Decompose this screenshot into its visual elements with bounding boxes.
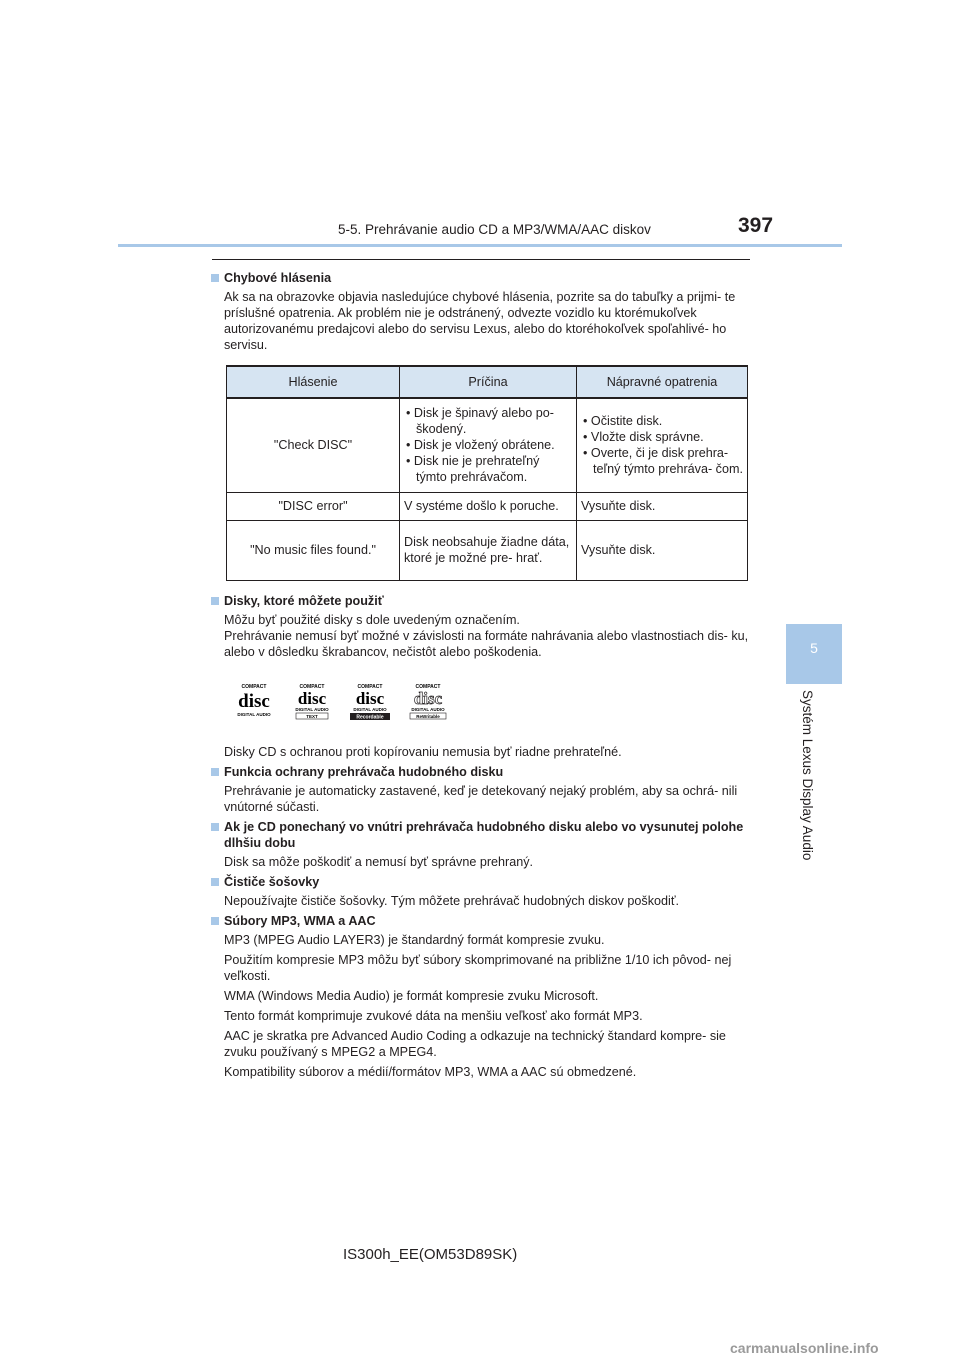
left-cd-section [210,819,755,870]
svg-text:COMPACT: COMPACT [241,683,267,690]
compact-disc-logo-icon [228,682,280,720]
lens-body: Nepoužívajte čističe šošovky. Tým môžete prehrávač hudobných diskov poškodiť. [224,893,680,908]
svg-text:disc: disc [413,688,443,708]
row-cause: V systéme došlo k poruche. [400,492,577,520]
table-row [227,492,748,520]
svg-text:COMPACT: COMPACT [415,683,441,690]
discs-heading: Disky, ktoré môžete použiť [224,593,384,608]
header-rule [118,244,842,247]
svg-text:disc: disc [297,688,327,708]
table-header-row [227,366,748,398]
chapter-tab [786,624,842,684]
square-bullet-icon [211,917,219,925]
left-cd-body: Disk sa môže poškodiť a nemusí byť správne prehraný. [224,854,534,869]
svg-text:DIGITAL AUDIO: DIGITAL AUDIO [353,706,387,712]
protection-section [210,764,755,815]
svg-text:DIGITAL AUDIO: DIGITAL AUDIO [295,706,329,712]
chapter-number: 5 [810,640,818,656]
row-remedy: Vysuňte disk. [577,520,748,580]
compact-disc-rewritable-logo-icon [402,682,454,720]
row-message: "DISC error" [227,492,400,520]
protection-heading: Funkcia ochrany prehrávača hudobného disku [224,764,504,779]
files-body-4: Tento formát komprimuje zvukové dáta na menšiu veľkosť ako formát MP3. [224,1008,643,1023]
svg-text:disc: disc [238,690,270,712]
errors-section [210,270,755,581]
files-heading: Súbory MP3, WMA a AAC [224,913,376,928]
square-bullet-icon [211,823,219,831]
table-row [227,520,748,580]
table-row [227,398,748,492]
row-message: "Check DISC" [227,398,400,492]
lens-section [210,874,755,909]
discs-body-1: Môžu byť použité disky s dole uvedeným označením. [224,612,520,627]
lens-heading: Čističe šošovky [224,874,320,889]
svg-text:COMPACT: COMPACT [299,683,325,690]
compact-disc-recordable-logo-icon [344,682,396,720]
header-message: Hlásenie [227,366,400,398]
square-bullet-icon [211,274,219,282]
disc-logos [228,682,755,722]
row-cause: • Disk je špinavý alebo po- škodený. • Disk je vložený obrátene. • Disk nie je prehrateľný týmto prehrávačom. [400,398,577,492]
discs-body-2: Prehrávanie nemusí byť možné v závislosti na formáte nahrávania alebo vlastnostiach dis- ku, alebo v dôsledku škrabancov, nečistôt alebo poškodenia. [224,628,749,659]
svg-text:disc: disc [355,688,385,708]
section-title: 5-5. Prehrávanie audio CD a MP3/WMA/AAC diskov [338,222,651,237]
svg-text:TEXT: TEXT [306,713,318,719]
files-section [210,913,755,1080]
svg-text:DIGITAL AUDIO: DIGITAL AUDIO [237,711,271,717]
row-remedy: Vysuňte disk. [577,492,748,520]
section-divider [212,259,750,260]
files-body-1: MP3 (MPEG Audio LAYER3) je štandardný formát kompresie zvuku. [224,932,605,947]
error-messages-table [226,365,748,581]
errors-body: Ak sa na obrazovke objavia nasledujúce chybové hlásenia, pozrite sa do tabuľky a prijmi- te príslušné opatrenia. Ak problém nie je odstránený, odvezte vozidlo ku ktorémukoľvek autorizovanému predajcovi alebo do servisu Lexus, alebo do ktoréhokoľvek spoľahlivé- ho servisu. [224,290,736,352]
compact-disc-text-logo-icon [286,682,338,720]
files-body-5: AAC je skratka pre Advanced Audio Coding a odkazuje na technický štandard kompre- sie zvuku používaný s MPEG2 a MPEG4. [224,1028,726,1059]
row-cause: Disk neobsahuje žiadne dáta, ktoré je možné pre- hrať. [400,520,577,580]
discs-body-3: Disky CD s ochranou proti kopírovaniu nemusia byť riadne prehrateľné. [224,744,622,759]
document-code: IS300h_EE(OM53D89SK) [343,1246,518,1263]
header-cause: Príčina [400,366,577,398]
files-body-2: Použitím kompresie MP3 môžu byť súbory skomprimované na približne 1/10 ich pôvod- nej veľkosti. [224,952,732,983]
chapter-label: Systém Lexus Display Audio [800,690,815,861]
files-body-6: Kompatibility súborov a médií/formátov MP3, WMA a AAC sú obmedzené. [224,1064,637,1079]
errors-heading: Chybové hlásenia [224,271,332,285]
left-cd-heading: Ak je CD ponechaný vo vnútri prehrávača hudobného disku alebo vo vysunutej polohe dlhšiu dobu [224,819,744,850]
svg-text:ReWritable: ReWritable [416,713,440,719]
page-number: 397 [738,214,774,237]
discs-section [210,593,755,760]
files-body-3: WMA (Windows Media Audio) je formát kompresie zvuku Microsoft. [224,988,599,1003]
row-message: "No music files found." [227,520,400,580]
svg-text:COMPACT: COMPACT [357,683,383,690]
square-bullet-icon [211,878,219,886]
header-remedy: Nápravné opatrenia [577,366,748,398]
square-bullet-icon [211,597,219,605]
svg-text:Recordable: Recordable [356,714,384,720]
row-remedy: • Očistite disk. • Vložte disk správne. • Overte, či je disk prehra- teľný týmto prehráva- čom. [577,398,748,492]
svg-text:DIGITAL AUDIO: DIGITAL AUDIO [411,706,445,712]
square-bullet-icon [211,768,219,776]
watermark: carmanualsonline.info [730,1340,879,1356]
protection-body: Prehrávanie je automaticky zastavené, keď je detekovaný nejaký problém, aby sa ochrá- nili vnútorné súčasti. [224,783,738,814]
main-content [210,270,755,1080]
